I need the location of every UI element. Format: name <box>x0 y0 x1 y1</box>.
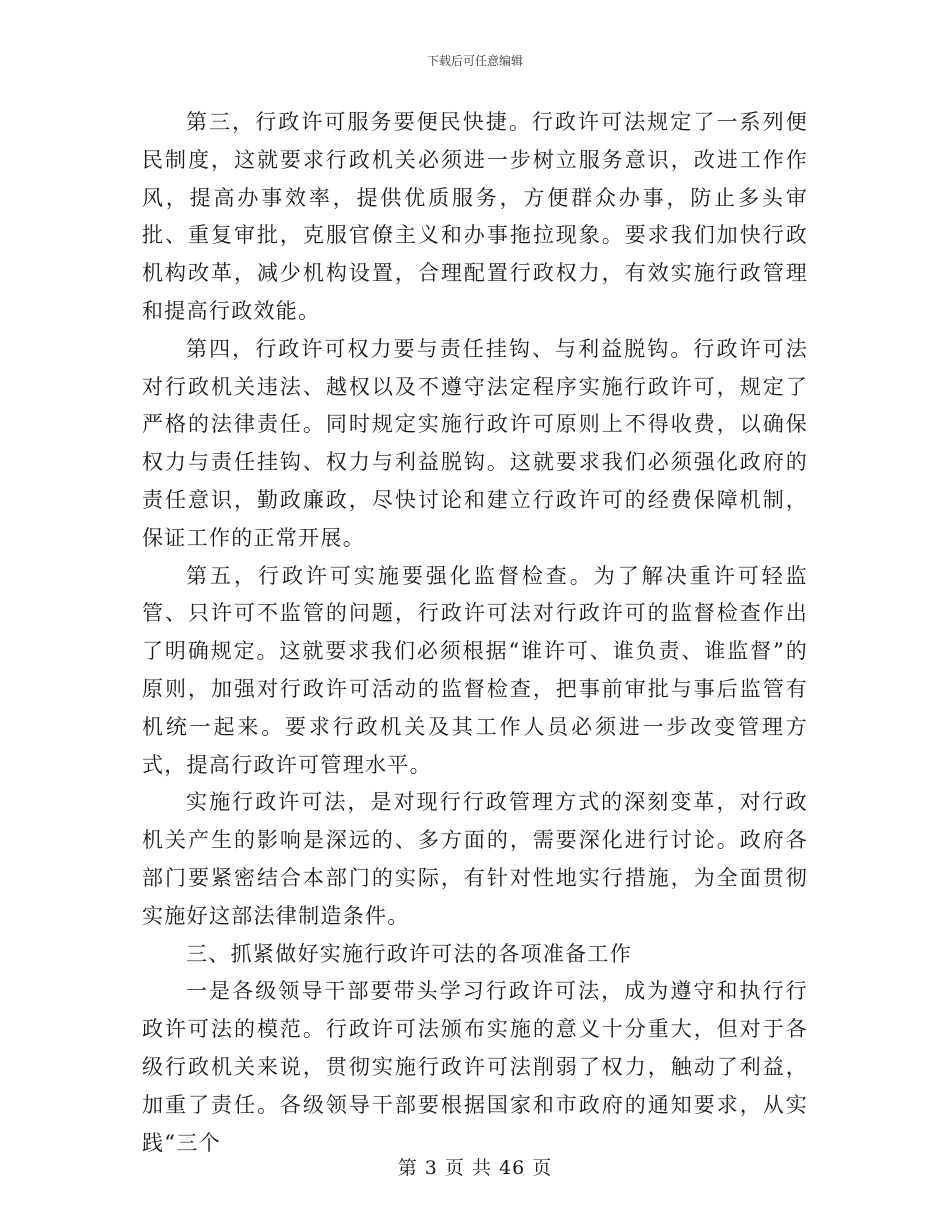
section-heading-three: 三、抓紧做好实施行政许可法的各项准备工作 <box>186 941 632 966</box>
paragraph-item-third-point: 第三，行政许可服务要便民快捷。行政许可法规定了一系列便民制度，这就要求行政机关必须进一步树立服务意识，改进工作作风，提高办事效率，提供优质服务，方便群众办事，防止多头审批、重复审批，克服官僚主义和办事拖拉现象。要求我们加快行政机构改革，减少机构设置，合理配置行政权力，有效实施行政管理和提高行政效能。 <box>142 110 808 323</box>
paragraph-item-first-task: 一是各级领导干部要带头学习行政许可法，成为遵守和执行行政许可法的模范。行政许可法颁布实施的意义十分重大，但对于各级行政机关来说，贯彻实施行政许可法削弱了权力，触动了利益，加重了责任。各级领导干部要根据国家和市政府的通知要求，从实践“三个 <box>142 979 808 1155</box>
paragraph-item-fifth-point: 第五，行政许可实施要强化监督检查。为了解决重许可轻监管、只许可不监管的问题，行政许可法对行政许可的监督检查作出了明确规定。这就要求我们必须根据“谁许可、谁负责、谁监督”的原则，加强对行政许可活动的监督检查，把事前审批与事后监管有机统一起来。要求行政机关及其工作人员必须进一步改变管理方式，提高行政许可管理水平。 <box>142 563 808 777</box>
document-body <box>142 104 808 1162</box>
page-header-note: 下载后可任意编辑 <box>426 54 523 68</box>
page-number-footer: 第 3 页 共 46 页 <box>397 1157 553 1179</box>
paragraph-item-summary: 实施行政许可法，是对现行行政管理方式的深刻变革，对行政机关产生的影响是深远的、多方面的，需要深化进行讨论。政府各部门要紧密结合本部门的实际，有针对性地实行措施，为全面贯彻实施好这部法律制造条件。 <box>142 790 808 928</box>
paragraph-item-fourth-point: 第四，行政许可权力要与责任挂钩、与利益脱钩。行政许可法对行政机关违法、越权以及不遵守法定程序实施行政许可，规定了严格的法律责任。同时规定实施行政许可原则上不得收费，以确保权力与责任挂钩、权力与利益脱钩。这就要求我们必须强化政府的责任意识，勤政廉政，尽快讨论和建立行政许可的经费保障机制，保证工作的正常开展。 <box>142 336 808 550</box>
